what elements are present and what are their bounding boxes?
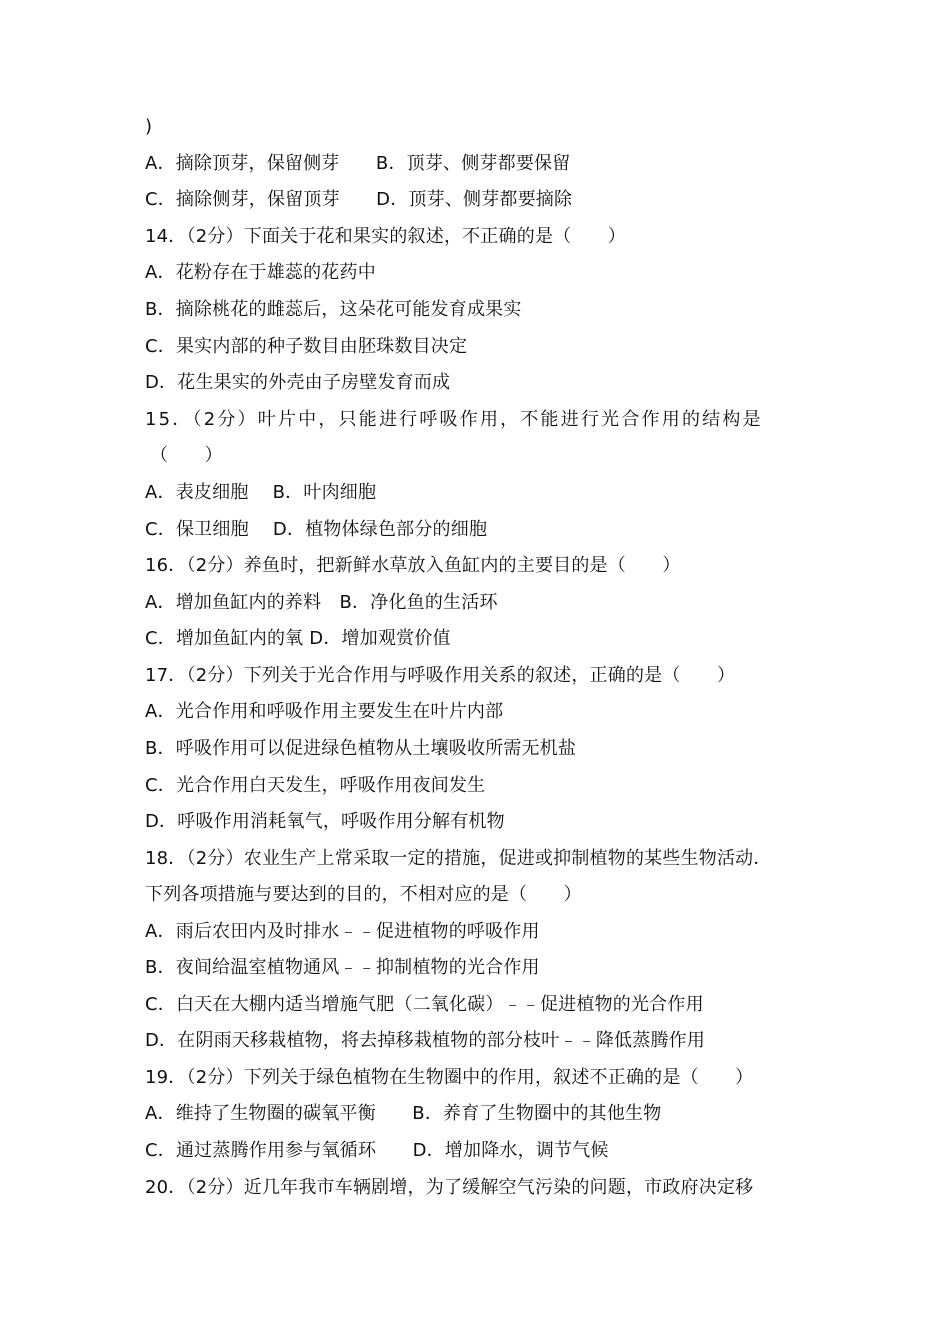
option-line: A．摘除顶芽，保留侧芽 B．顶芽、侧芽都要保留 <box>145 153 571 174</box>
option-line: A．雨后农田内及时排水﹣﹣促进植物的呼吸作用 <box>145 921 540 942</box>
text-line: ) <box>145 116 153 137</box>
option-line: A．花粉存在于雄蕊的花药中 <box>145 262 376 283</box>
question-18-continued: 下列各项措施与要达到的目的，不相对应的是（ ） <box>145 884 582 905</box>
question-14: 14．（2分）下面关于花和果实的叙述，不正确的是（ ） <box>145 226 626 247</box>
option-line: A．维持了生物圈的碳氧平衡 B．养育了生物圈中的其他生物 <box>145 1103 662 1124</box>
option-line: B．呼吸作用可以促进绿色植物从土壤吸收所需无机盐 <box>145 738 577 759</box>
option-line: A．光合作用和呼吸作用主要发生在叶片内部 <box>145 701 504 722</box>
option-line: A．表皮细胞 B．叶肉细胞 <box>145 482 377 503</box>
option-line: C．白天在大棚内适当增施气肥（二氧化碳）﹣﹣促进植物的光合作用 <box>145 994 704 1015</box>
question-15: 15．（2分）叶片中，只能进行呼吸作用，不能进行光合作用的结构是 <box>145 409 763 430</box>
option-line: C．增加鱼缸内的氧 D．增加观赏价值 <box>145 628 451 649</box>
option-line: B．摘除桃花的雌蕊后，这朵花可能发育成果实 <box>145 299 522 320</box>
answer-bracket: （ ） <box>150 445 223 466</box>
option-line: C．通过蒸腾作用参与氧循环 D．增加降水，调节气候 <box>145 1140 609 1161</box>
option-line: C．摘除侧芽，保留顶芽 D．顶芽、侧芽都要摘除 <box>145 189 573 210</box>
question-19: 19．（2分）下列关于绿色植物在生物圈中的作用，叙述不正确的是（ ） <box>145 1067 754 1088</box>
question-20: 20．（2分）近几年我市车辆剧增，为了缓解空气污染的问题，市政府决定移 <box>145 1177 754 1198</box>
option-line: C．果实内部的种子数目由胚珠数目决定 <box>145 336 468 357</box>
question-17: 17．（2分）下列关于光合作用与呼吸作用关系的叙述，正确的是（ ） <box>145 665 736 686</box>
question-18: 18．（2分）农业生产上常采取一定的措施，促进或抑制植物的某些生物活动． <box>145 848 772 869</box>
option-line: A．增加鱼缸内的养料 B．净化鱼的生活环 <box>145 592 498 613</box>
question-16: 16．（2分）养鱼时，把新鲜水草放入鱼缸内的主要目的是（ ） <box>145 555 681 576</box>
option-line: D．在阴雨天移栽植物，将去掉移栽植物的部分枝叶﹣﹣降低蒸腾作用 <box>145 1030 706 1051</box>
option-line: D．花生果实的外壳由子房壁发育而成 <box>145 372 451 393</box>
option-line: D．呼吸作用消耗氧气，呼吸作用分解有机物 <box>145 811 505 832</box>
option-line: B．夜间给温室植物通风﹣﹣抑制植物的光合作用 <box>145 957 540 978</box>
option-line: C．保卫细胞 D．植物体绿色部分的细胞 <box>145 519 488 540</box>
option-line: C．光合作用白天发生，呼吸作用夜间发生 <box>145 775 486 796</box>
